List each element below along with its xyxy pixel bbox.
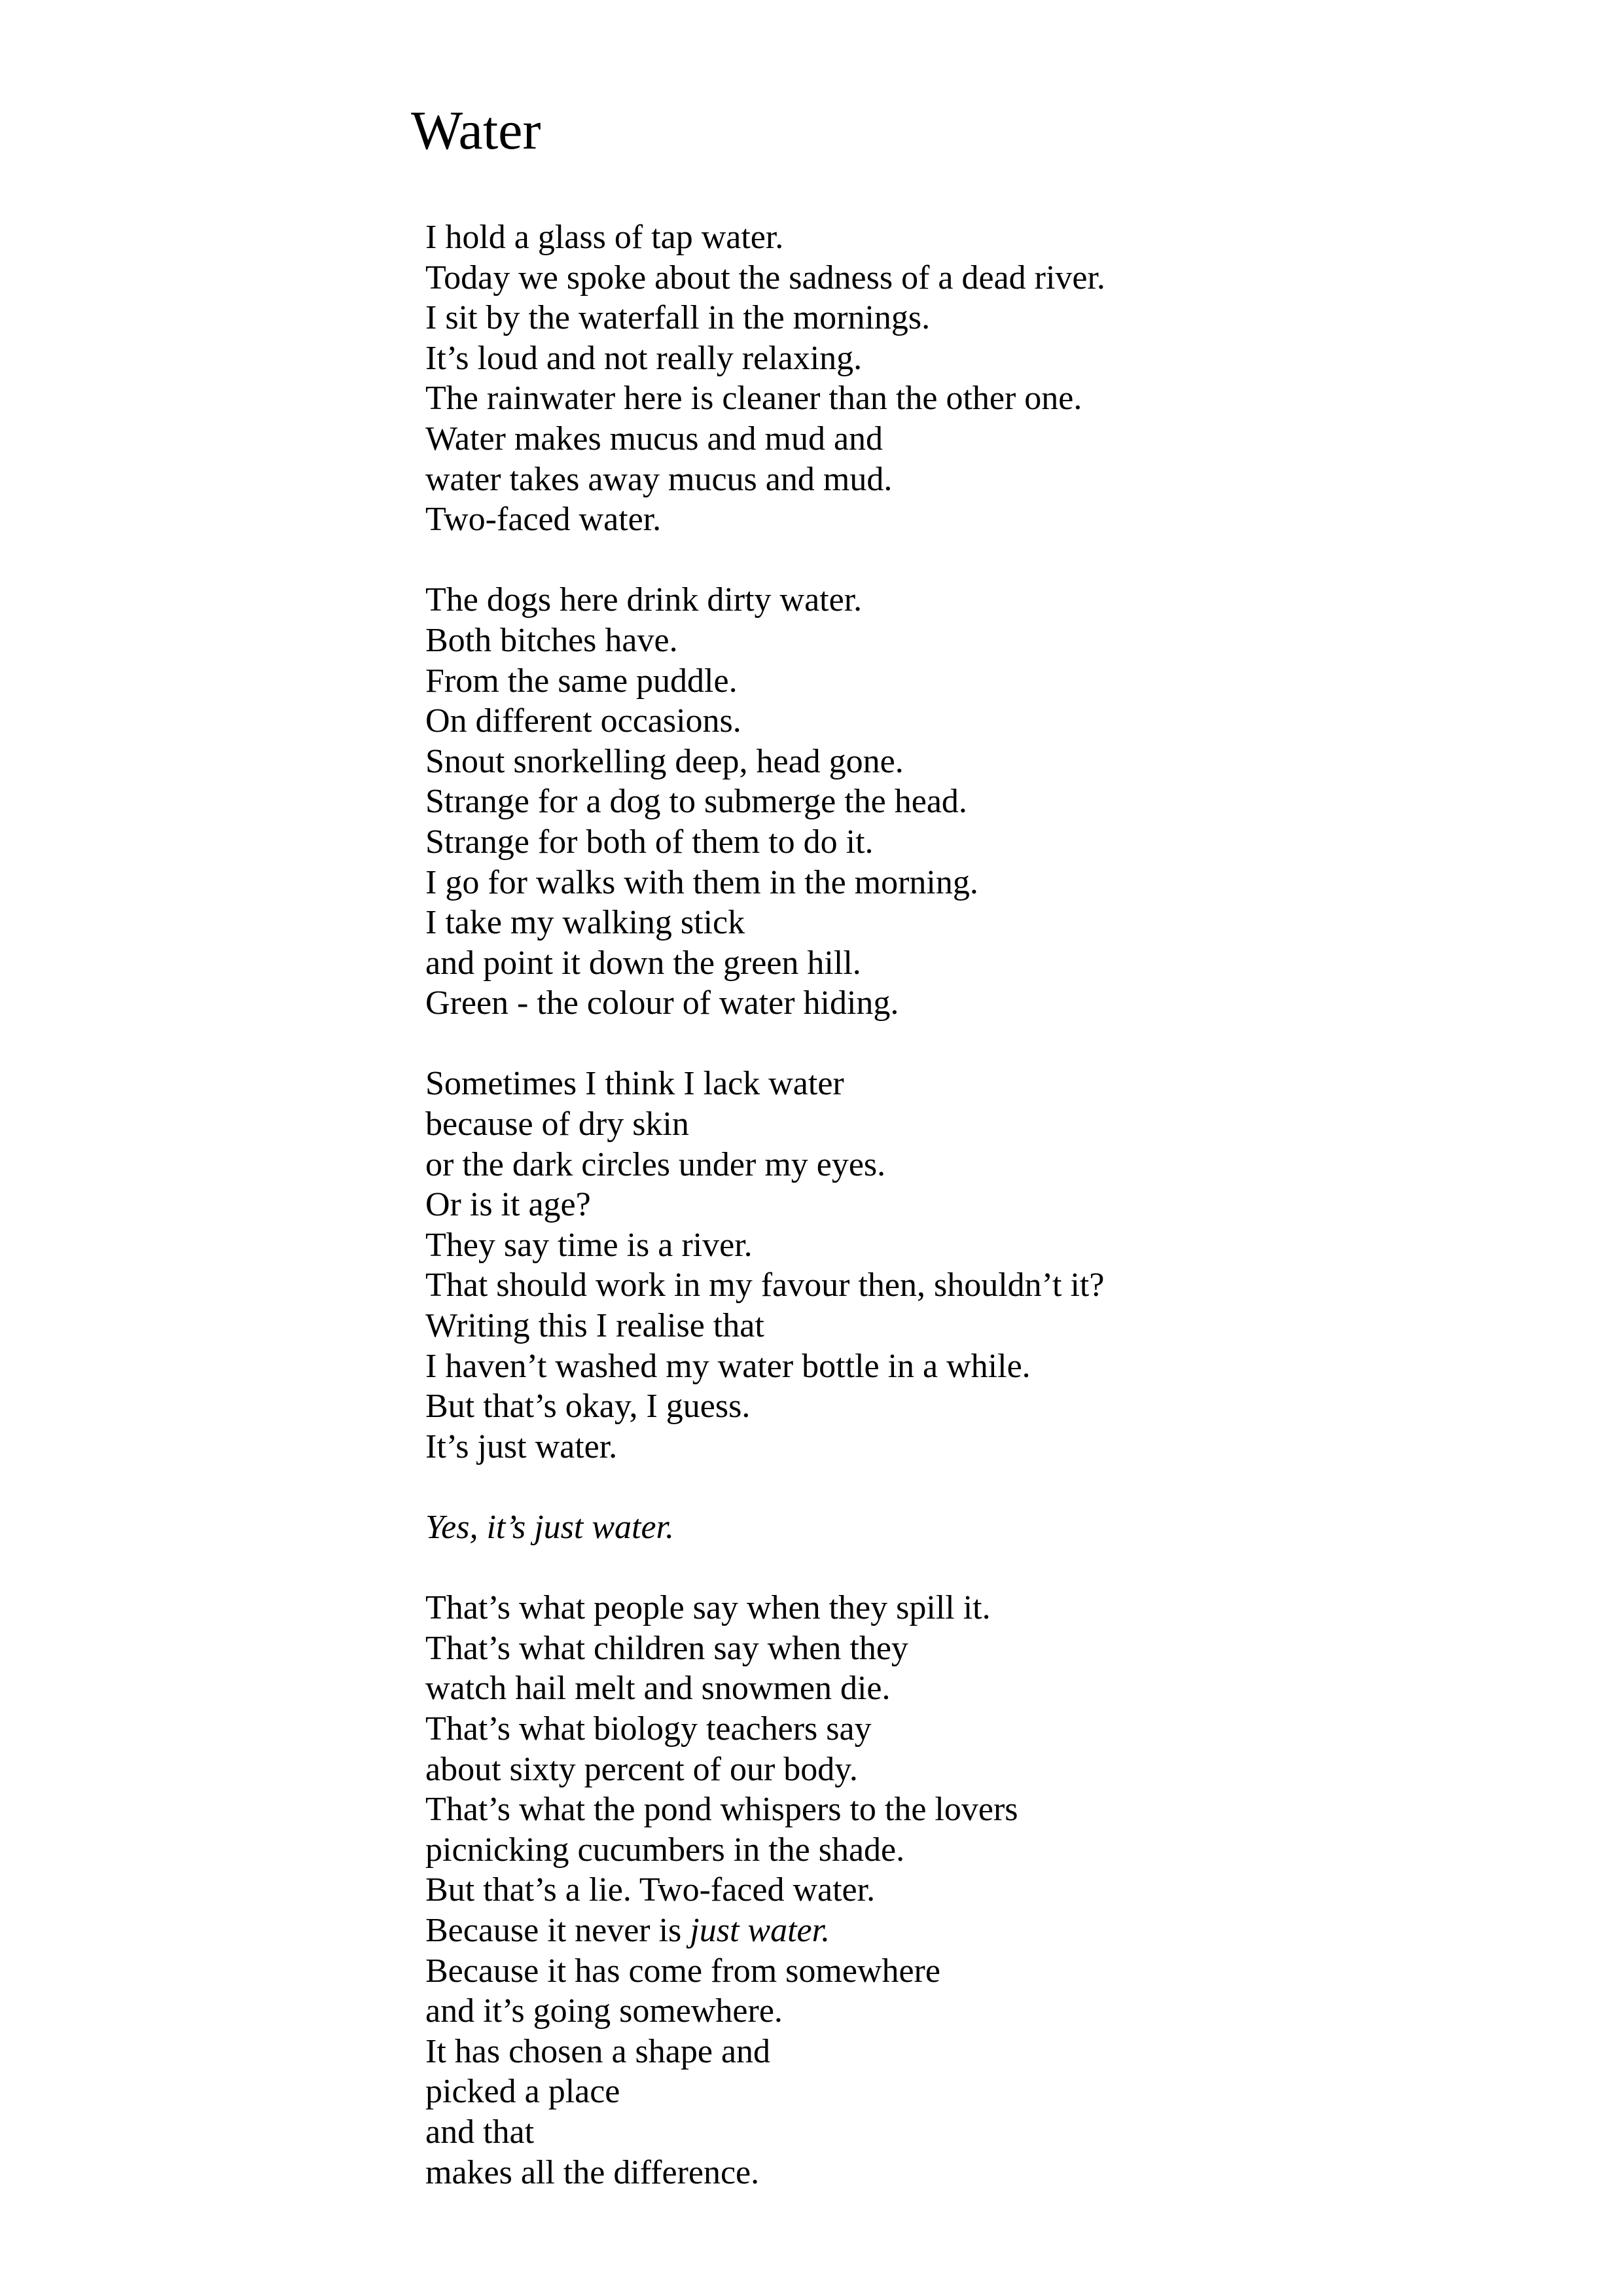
poem-line: It has chosen a shape and (425, 2032, 771, 2070)
poem-line: Two-faced water. (425, 501, 662, 539)
stanza-4 (425, 1507, 1538, 1548)
poem-line: That should work in my favour then, shouldn’t it? (425, 1266, 1105, 1304)
poem-line: picked a place (425, 2073, 620, 2111)
stanza-3 (425, 1064, 1538, 1467)
poem-line-mixed (425, 1910, 1538, 1951)
poem-line: Sometimes I think I lack water (425, 1065, 844, 1103)
stanza-break (425, 1467, 1538, 1507)
poem-line: On different occasions. (425, 702, 741, 740)
poem-line: That’s what the pond whispers to the lovers (425, 1791, 1018, 1829)
poem-line: Because it has come from somewhere (425, 1952, 940, 1990)
stanza-break (425, 540, 1538, 581)
poem-title: Water (411, 100, 541, 161)
poem-line: It’s loud and not really relaxing. (425, 339, 863, 377)
stanza-2 (425, 580, 1538, 1024)
poem-text-italic: just water. (690, 1911, 830, 1949)
poem-line: I hold a glass of tap water. (425, 219, 784, 256)
poem-line: and point it down the green hill. (425, 944, 861, 982)
stanza-break (425, 1024, 1538, 1064)
poem-text-plain: Because it never is (425, 1911, 690, 1949)
poem-line: watch hail melt and snowmen die. (425, 1670, 891, 1708)
poem-line: I sit by the waterfall in the mornings. (425, 299, 931, 337)
poem-line: and it’s going somewhere. (425, 1992, 783, 2030)
stanza-1 (425, 217, 1538, 540)
stanza-break (425, 1548, 1538, 1588)
poem-line: Writing this I realise that (425, 1307, 764, 1345)
poem-line: That’s what biology teachers say (425, 1710, 872, 1748)
poem-line: picnicking cucumbers in the shade. (425, 1831, 905, 1869)
poem-line: It’s just water. (425, 1427, 618, 1465)
poem-line: about sixty percent of our body. (425, 1750, 858, 1788)
poem-line: I haven’t washed my water bottle in a while. (425, 1347, 1031, 1385)
poem-line: or the dark circles under my eyes. (425, 1145, 886, 1183)
poem-line: Green - the colour of water hiding. (425, 984, 899, 1022)
poem-body (425, 217, 1538, 2193)
poem-line: The dogs here drink dirty water. (425, 581, 863, 619)
poem-line: Today we spoke about the sadness of a dead river. (425, 259, 1105, 296)
poem-line: makes all the difference. (425, 2153, 760, 2191)
poem-line: and that (425, 2113, 535, 2151)
poem-line: But that’s a lie. Two-faced water. (425, 1871, 876, 1909)
poem-line: Both bitches have. (425, 621, 678, 659)
poem-line: But that’s okay, I guess. (425, 1388, 751, 1426)
poem-line: because of dry skin (425, 1105, 689, 1143)
poem-line: I take my walking stick (425, 904, 745, 942)
poem-line: The rainwater here is cleaner than the other one. (425, 380, 1082, 418)
poem-line: Strange for a dog to submerge the head. (425, 783, 967, 821)
poem-line: They say time is a river. (425, 1226, 753, 1264)
stanza-5 (425, 1588, 1538, 2193)
poem-line-italic: Yes, it’s just water. (425, 1509, 675, 1546)
poem-line: Or is it age? (425, 1186, 591, 1224)
poem-line: That’s what people say when they spill it. (425, 1589, 991, 1627)
poem-line: Strange for both of them to do it. (425, 823, 874, 861)
poem-line: water takes away mucus and mud. (425, 460, 893, 498)
poem-line: That’s what children say when they (425, 1629, 908, 1667)
poem-line: From the same puddle. (425, 662, 738, 700)
poem-line: Snout snorkelling deep, head gone. (425, 742, 904, 780)
poem-line: I go for walks with them in the morning. (425, 863, 978, 901)
poem-line: Water makes mucus and mud and (425, 420, 883, 457)
